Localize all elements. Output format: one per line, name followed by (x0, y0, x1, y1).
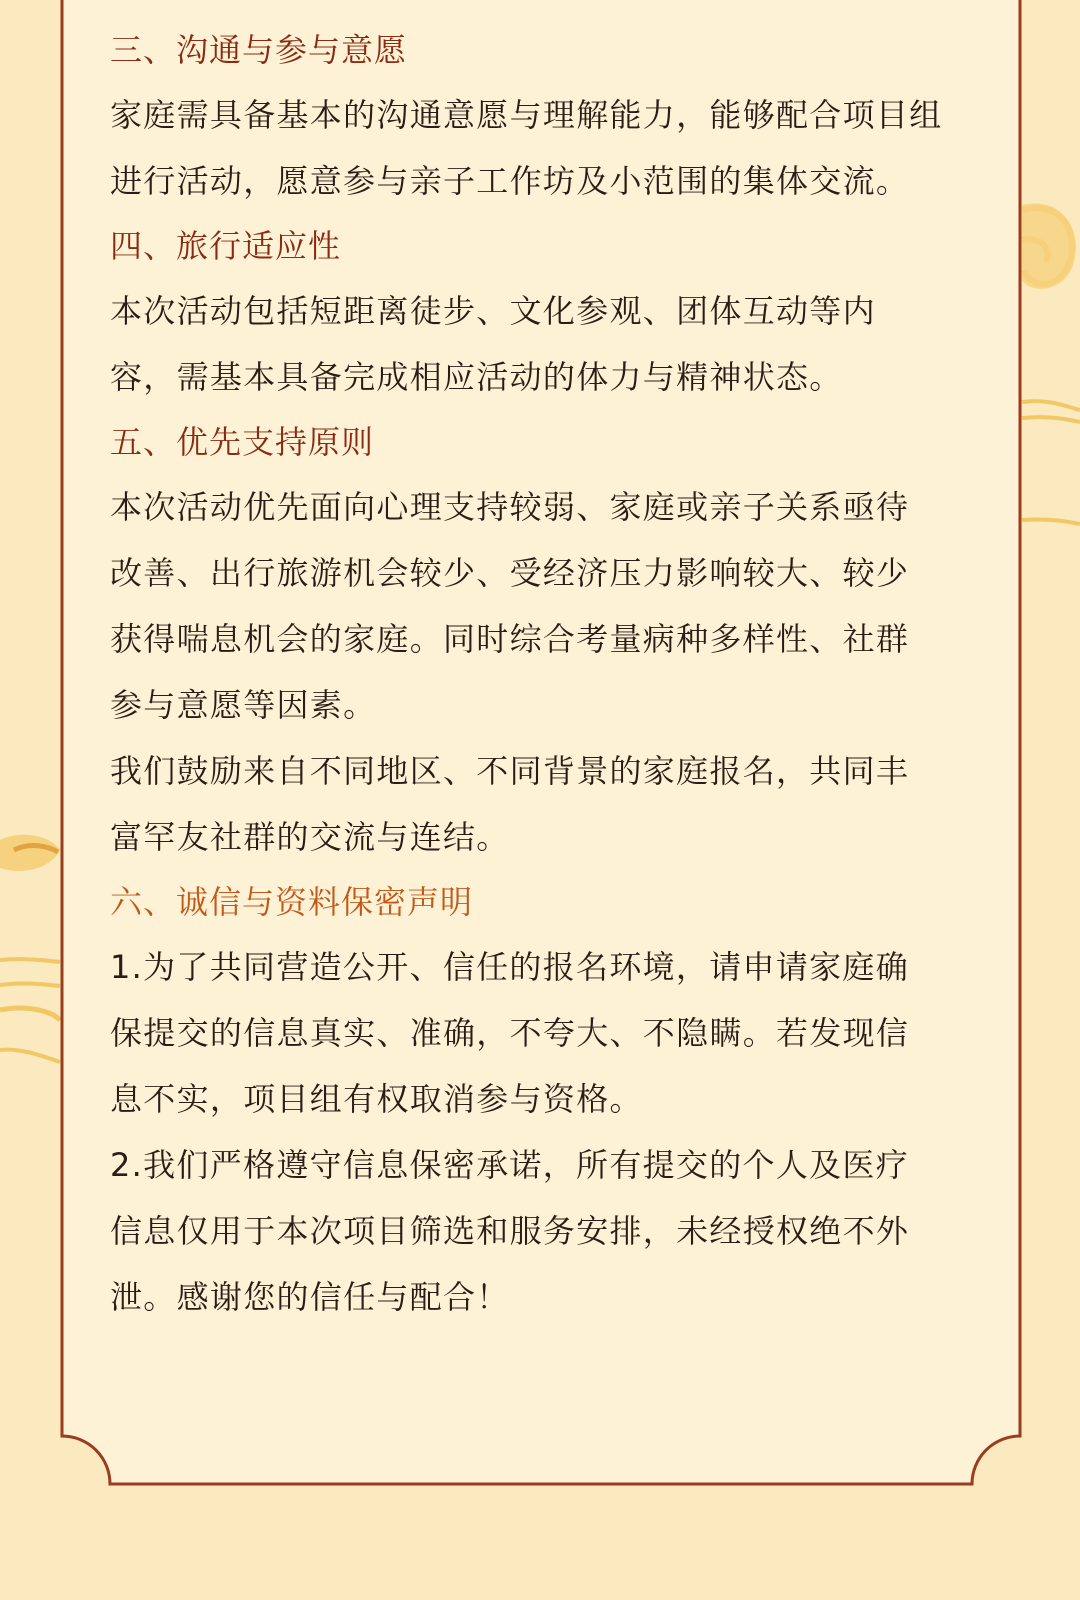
text-line: 获得喘息机会的家庭。同时综合考量病种多样性、社群 (110, 620, 910, 658)
text-line: 参与意愿等因素。 (110, 686, 377, 724)
card-content (110, 18, 972, 1330)
text-line: 进行活动，愿意参与亲子工作坊及小范围的集体交流。 (110, 162, 910, 200)
section-heading: 六、诚信与资料保密声明 (110, 883, 474, 921)
text-line: 1.为了共同营造公开、信任的报名环境，请申请家庭确 (110, 948, 910, 986)
paragraph (110, 738, 972, 870)
text-line: 息不实，项目组有权取消参与资格。 (110, 1080, 643, 1118)
section-heading: 三、沟通与参与意愿 (110, 31, 408, 69)
paragraph (110, 474, 972, 738)
section-integrity-confidentiality (110, 870, 972, 1330)
text-line: 保提交的信息真实、准确，不夸大、不隐瞒。若发现信 (110, 1014, 910, 1052)
text-line: 信息仅用于本次项目筛选和服务安排，未经授权绝不外 (110, 1212, 910, 1250)
text-line: 改善、出行旅游机会较少、受经济压力影响较大、较少 (110, 554, 910, 592)
text-line: 2.我们严格遵守信息保密承诺，所有提交的个人及医疗 (110, 1146, 910, 1184)
paragraph (110, 934, 972, 1132)
content-card (60, 0, 1022, 1488)
section-priority-principle (110, 410, 972, 870)
section-heading: 五、优先支持原则 (110, 423, 375, 461)
section-communication (110, 18, 972, 214)
text-line: 容，需基本具备完成相应活动的体力与精神状态。 (110, 358, 843, 396)
text-line: 我们鼓励来自不同地区、不同背景的家庭报名，共同丰 (110, 752, 910, 790)
section-travel-adaptability (110, 214, 972, 410)
text-line: 本次活动优先面向心理支持较弱、家庭或亲子关系亟待 (110, 488, 910, 526)
text-line: 家庭需具备基本的沟通意愿与理解能力，能够配合项目组 (110, 96, 943, 134)
section-heading: 四、旅行适应性 (110, 227, 342, 265)
left-cloud-motif (0, 835, 60, 1062)
paragraph (110, 278, 972, 410)
paragraph (110, 82, 972, 214)
right-cloud-fill (1022, 203, 1076, 288)
paragraph (110, 1132, 972, 1330)
text-line: 本次活动包括短距离徒步、文化参观、团体互动等内 (110, 292, 876, 330)
text-line: 泄。感谢您的信任与配合！ (110, 1278, 510, 1316)
text-line: 富罕友社群的交流与连结。 (110, 818, 510, 856)
